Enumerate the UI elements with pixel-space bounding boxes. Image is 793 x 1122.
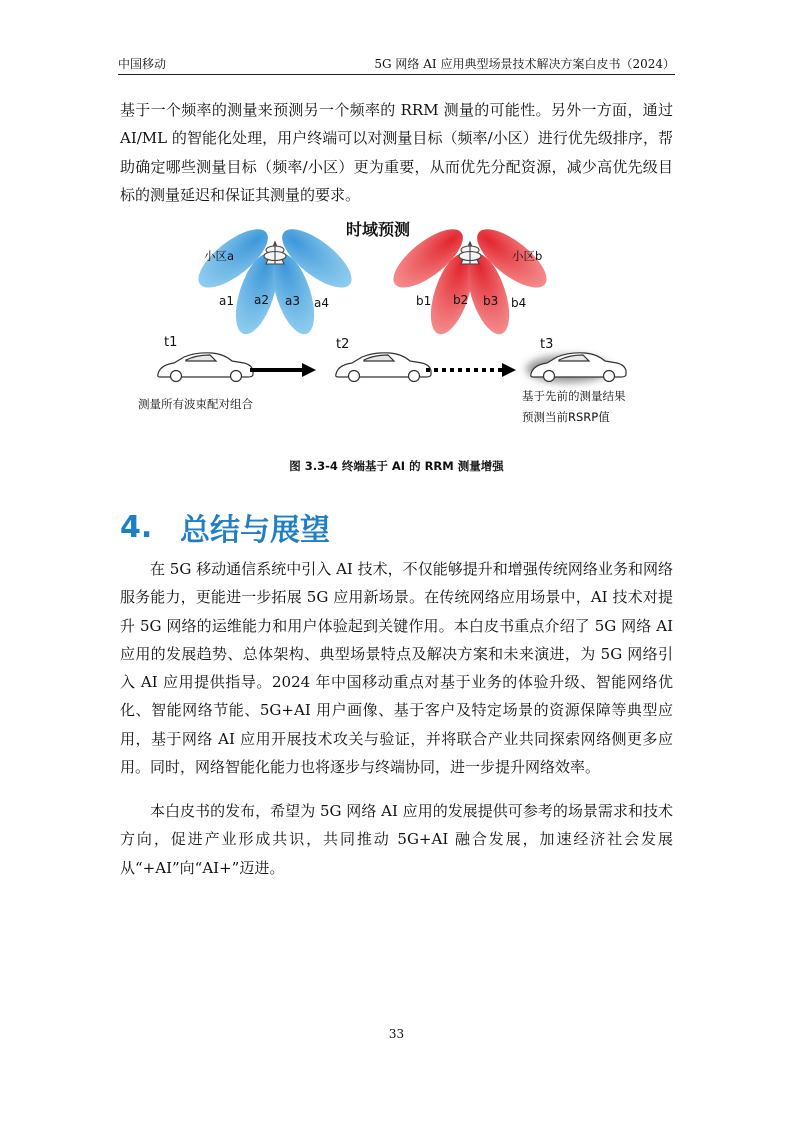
base-station-a-icon (264, 242, 286, 264)
section-heading (120, 500, 330, 554)
section-title: 总结与展望 (180, 513, 330, 548)
beam-label-a2: a2 (254, 293, 269, 307)
figure-rrm-time-domain-prediction (120, 212, 673, 452)
car-t1-icon (158, 353, 253, 382)
header-doc-title: 5G 网络 AI 应用典型场景技术解决方案白皮书（2024） (374, 56, 675, 71)
note-predict-line1: 基于先前的测量结果 (522, 389, 626, 403)
arrow-dotted-head (502, 363, 516, 377)
car-t3-icon (531, 353, 626, 382)
cell-b-beams (385, 219, 556, 339)
beam-label-b1: b1 (416, 294, 432, 308)
note-predict-line2: 预测当前RSRP值 (522, 410, 610, 424)
figure-caption: 图 3.3-4 终端基于 AI 的 RRM 测量增强 (289, 459, 504, 473)
time-label-t1: t1 (164, 335, 178, 350)
figure-diagram (120, 212, 673, 452)
cell-a-label: 小区a (204, 249, 235, 263)
intro-paragraph: 基于一个频率的测量来预测另一个频率的 RRM 测量的可能性。另外一方面，通过 AI/ML 的智能化处理，用户终端可以对测量目标（频率/小区）进行优先级排序，帮助确定哪些测量目标（频率/小区）更为重要，从而优先分配资源，减少高优先级目标的测量延迟和保证其测量的要求。 (120, 101, 673, 204)
beam-label-b4: b4 (511, 296, 527, 310)
body-paragraph-2: 本白皮书的发布，希望为 5G 网络 AI 应用的发展提供可参考的场景需求和技术方向，促进产业形成共识，共同推动 5G+AI 融合发展，加速经济社会发展从“+AI”向“AI+”迈进。 (120, 802, 673, 877)
header-divider (118, 74, 675, 75)
beam-label-a3: a3 (285, 294, 300, 308)
section-number: 4. (120, 509, 153, 545)
body-paragraph-1: 在 5G 移动通信系统中引入 AI 技术，不仅能够提升和增强传统网络业务和网络服务能力，更能进一步拓展 5G 应用新场景。在传统网络应用场景中，AI 技术对提升 5G 网络的运维能力和用户体验起到关键作用。本白皮书重点介绍了 5G 网络 AI 应用的发展趋势、总体架构、典型场景特点及解决方案和未来演进，为 5G 网络引入 AI 应用提供指导。2024 年中国移动重点对基于业务的体验升级、智能网络优化、智能网络节能、5G+AI 用户画像、基于客户及特定场景的资源保障等典型应用，基于网络 AI 应用开展技术攻关与验证，并将联合产业共同探索网络侧更多应用。同时，网络智能化能力也将逐步与终端协同，进一步提升网络效率。 (120, 560, 673, 777)
beam-label-a4: a4 (314, 296, 329, 310)
header-org: 中国移动 (118, 56, 167, 71)
time-label-t3: t3 (540, 337, 554, 352)
figure-title: 时域预测 (345, 220, 411, 239)
arrow-solid-head (302, 363, 316, 377)
page-header (118, 54, 675, 72)
car-t2-icon (336, 353, 431, 382)
note-measure-all: 测量所有波束配对组合 (138, 397, 253, 411)
cell-b-label: 小区b (512, 249, 543, 263)
page-number: 33 (388, 1027, 405, 1041)
base-station-b-icon (459, 242, 481, 264)
beam-label-b3: b3 (483, 294, 499, 308)
beam-label-a1: a1 (219, 294, 234, 308)
beam-label-b2: b2 (453, 293, 469, 307)
time-label-t2: t2 (336, 337, 350, 352)
cell-a-beams (190, 219, 361, 339)
